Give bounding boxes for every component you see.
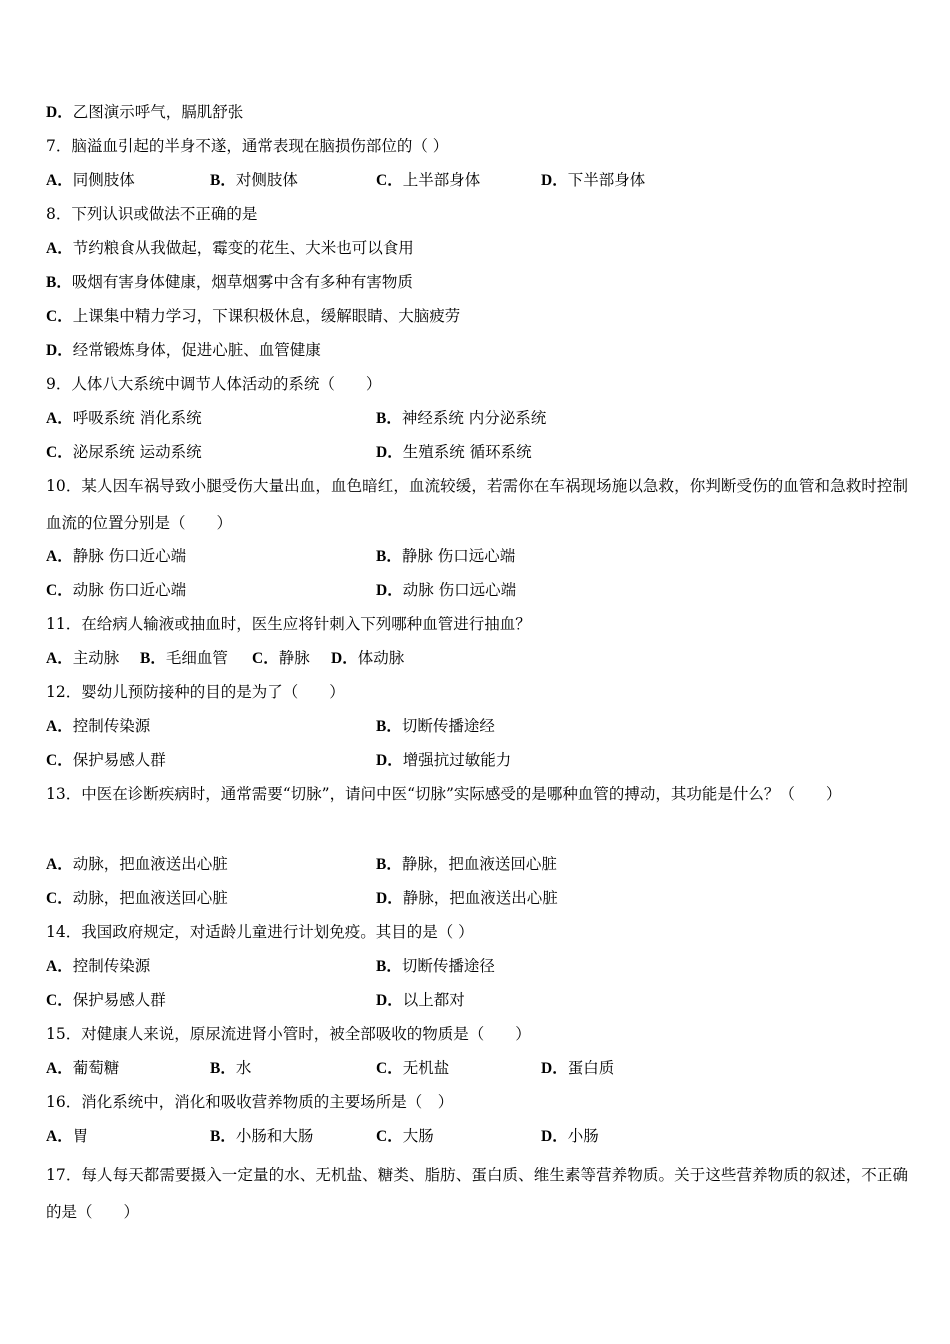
option-letter: A．: [46, 1128, 73, 1145]
option-b-q8: [46, 272, 413, 293]
option-a-q10: [46, 546, 186, 567]
option-text: 保护易感人群: [72, 991, 166, 1009]
option-letter: D．: [541, 1128, 568, 1145]
question-17: 17．每人每天都需要摄入一定量的水、无机盐、糖类、脂肪、蛋白质、维生素等营养物质。关于这些营养物质的叙述，不正确的是（ ）: [46, 1166, 908, 1221]
option-a-q7: [46, 170, 135, 191]
option-letter: D．: [376, 582, 403, 599]
option-text: 对侧肢体: [235, 171, 298, 189]
option-letter: D．: [376, 890, 403, 907]
option-letter: A．: [46, 240, 73, 257]
option-d-q14: [376, 990, 465, 1011]
option-text: 小肠和大肠: [235, 1127, 314, 1145]
question-12: 12．婴幼儿预防接种的目的是为了（ ）: [46, 683, 345, 701]
option-letter: A．: [46, 548, 73, 565]
option-text: 以上都对: [402, 991, 465, 1009]
option-letter: B．: [376, 856, 402, 873]
option-text: 静脉，把血液送回心脏: [401, 855, 557, 873]
option-text: 动脉 伤口远心端: [402, 581, 517, 599]
option-c-q15: [376, 1058, 449, 1079]
option-b-q11: [140, 648, 228, 669]
option-letter: C．: [46, 308, 73, 325]
option-letter: D．: [541, 1060, 568, 1077]
question-16: 16．消化系统中，消化和吸收营养物质的主要场所是（ ）: [46, 1093, 454, 1111]
option-text: 生殖系统 循环系统: [402, 443, 532, 461]
option-b-q12: [376, 716, 495, 737]
option-letter: B．: [210, 1128, 236, 1145]
option-text: 呼吸系统 消化系统: [72, 409, 202, 427]
option-letter: A．: [46, 856, 73, 873]
option-text: 切断传播途经: [401, 717, 495, 735]
option-c-q12: [46, 750, 166, 771]
option-letter: B．: [210, 172, 236, 189]
option-letter: D．: [331, 650, 358, 667]
option-text: 保护易感人群: [72, 751, 166, 769]
question-10: 10．某人因车祸导致小腿受伤大量出血，血色暗红，血流较缓，若需你在车祸现场施以急救，你判断受伤的血管和急救时控制血流的位置分别是（ ）: [46, 477, 908, 532]
option-letter: C．: [252, 650, 279, 667]
option-text: 水: [235, 1059, 252, 1077]
option-text: 静脉，把血液送出心脏: [402, 889, 558, 907]
option-letter: A．: [46, 172, 73, 189]
option-text: 体动脉: [357, 649, 405, 667]
option-text: 增强抗过敏能力: [402, 751, 512, 769]
option-c-q9: [46, 442, 202, 463]
option-text: 上半部身体: [402, 171, 481, 189]
option-a-q11: [46, 648, 119, 669]
option-letter: B．: [210, 1060, 236, 1077]
option-a-q12: [46, 716, 150, 737]
option-text: 节约粮食从我做起，霉变的花生、大米也可以食用: [72, 239, 414, 257]
option-letter: B．: [376, 718, 402, 735]
option-text: 毛细血管: [165, 649, 228, 667]
option-b-q15: [210, 1058, 251, 1079]
option-b-q14: [376, 956, 495, 977]
option-text: 小肠: [567, 1127, 599, 1145]
option-c-q16: [376, 1126, 434, 1147]
option-d-q6: [46, 102, 243, 123]
option-d-q7: [541, 170, 645, 191]
option-text: 静脉: [278, 649, 310, 667]
option-text: 蛋白质: [567, 1059, 615, 1077]
option-text: 主动脉: [72, 649, 120, 667]
option-c-q11: [252, 648, 310, 669]
option-a-q15: [46, 1058, 119, 1079]
option-d-q12: [376, 750, 511, 771]
option-c-q13: [46, 888, 228, 909]
option-text: 吸烟有害身体健康，烟草烟雾中含有多种有害物质: [71, 273, 413, 291]
option-text: 无机盐: [402, 1059, 450, 1077]
option-letter: C．: [376, 1128, 403, 1145]
option-text: 动脉 伤口近心端: [72, 581, 187, 599]
option-b-q9: [376, 408, 546, 429]
option-a-q9: [46, 408, 202, 429]
option-text: 胃: [72, 1127, 89, 1145]
option-letter: B．: [376, 410, 402, 427]
option-text: 控制传染源: [72, 717, 151, 735]
option-text: 大肠: [402, 1127, 434, 1145]
option-text: 葡萄糖: [72, 1059, 120, 1077]
option-text: 上课集中精力学习，下课积极休息，缓解眼睛、大脑疲劳: [72, 307, 461, 325]
option-letter: C．: [376, 1060, 403, 1077]
question-9: 9．人体八大系统中调节人体活动的系统（ ）: [46, 375, 382, 393]
option-b-q7: [210, 170, 298, 191]
option-letter: D．: [376, 992, 403, 1009]
option-a-q13: [46, 854, 228, 875]
option-text: 乙图演示呼气，膈肌舒张: [72, 103, 244, 121]
option-text: 神经系统 内分泌系统: [401, 409, 547, 427]
option-d-q16: [541, 1126, 599, 1147]
option-letter: B．: [376, 548, 402, 565]
option-d-q11: [331, 648, 404, 669]
option-text: 泌尿系统 运动系统: [72, 443, 202, 461]
option-a-q14: [46, 956, 150, 977]
option-text: 切断传播途径: [401, 957, 495, 975]
option-b-q10: [376, 546, 515, 567]
option-c-q7: [376, 170, 480, 191]
question-11: 11．在给病人输液或抽血时，医生应将针刺入下列哪种血管进行抽血？: [46, 615, 531, 633]
option-letter: C．: [376, 172, 403, 189]
question-7: 7．脑溢血引起的半身不遂，通常表现在脑损伤部位的（ ）: [46, 137, 449, 155]
option-letter: D．: [376, 752, 403, 769]
option-c-q10: [46, 580, 186, 601]
option-d-q10: [376, 580, 516, 601]
option-a-q8: [46, 238, 414, 259]
option-letter: A．: [46, 958, 73, 975]
option-c-q14: [46, 990, 166, 1011]
option-letter: D．: [541, 172, 568, 189]
option-c-q8: [46, 306, 460, 327]
question-14: 14．我国政府规定，对适龄儿童进行计划免疫。其目的是（ ）: [46, 923, 474, 941]
option-letter: D．: [46, 104, 73, 121]
option-text: 控制传染源: [72, 957, 151, 975]
option-letter: B．: [46, 274, 72, 291]
option-letter: C．: [46, 752, 73, 769]
option-b-q13: [376, 854, 557, 875]
option-d-q8: [46, 340, 321, 361]
option-text: 静脉 伤口近心端: [72, 547, 187, 565]
option-letter: C．: [46, 582, 73, 599]
question-8: 8．下列认识或做法不正确的是: [46, 205, 258, 223]
option-letter: C．: [46, 992, 73, 1009]
option-letter: B．: [376, 958, 402, 975]
option-d-q15: [541, 1058, 614, 1079]
option-letter: A．: [46, 1060, 73, 1077]
option-text: 下半部身体: [567, 171, 646, 189]
question-15: 15．对健康人来说，原尿流进肾小管时，被全部吸收的物质是（ ）: [46, 1025, 531, 1043]
option-letter: C．: [46, 444, 73, 461]
question-13: 13．中医在诊断疾病时，通常需要“切脉”，请问中医“切脉”实际感受的是哪种血管的搏动，其功能是什么？（ ）: [46, 785, 842, 803]
option-letter: D．: [376, 444, 403, 461]
option-letter: A．: [46, 718, 73, 735]
option-d-q9: [376, 442, 532, 463]
option-letter: A．: [46, 410, 73, 427]
option-letter: D．: [46, 342, 73, 359]
option-letter: B．: [140, 650, 166, 667]
option-b-q16: [210, 1126, 313, 1147]
option-text: 同侧肢体: [72, 171, 135, 189]
option-text: 动脉，把血液送回心脏: [72, 889, 228, 907]
option-letter: A．: [46, 650, 73, 667]
option-text: 静脉 伤口远心端: [401, 547, 516, 565]
option-text: 经常锻炼身体，促进心脏、血管健康: [72, 341, 321, 359]
option-a-q16: [46, 1126, 88, 1147]
option-letter: C．: [46, 890, 73, 907]
option-d-q13: [376, 888, 558, 909]
option-text: 动脉，把血液送出心脏: [72, 855, 228, 873]
